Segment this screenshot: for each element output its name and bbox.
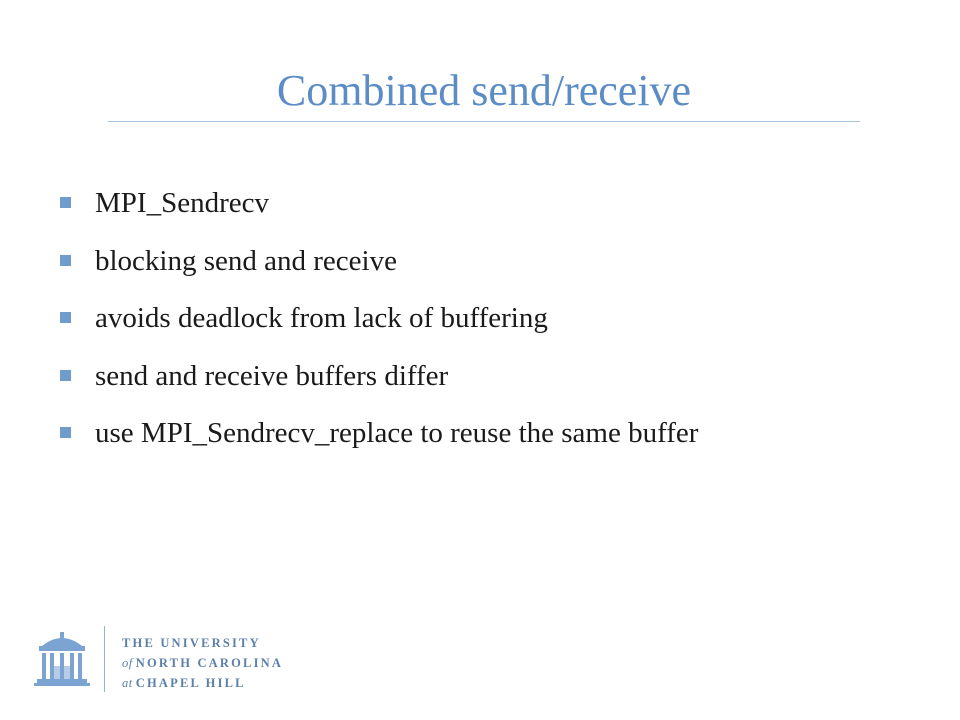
university-logo [34, 622, 294, 694]
logo-wordmark [122, 633, 283, 693]
title-divider [108, 121, 860, 122]
bullet-text: blocking send and receive [95, 244, 397, 277]
logo-line-3 [122, 673, 283, 693]
bullet-list [60, 175, 920, 463]
logo-line-2 [122, 653, 283, 673]
bullet-text: MPI_Sendrecv [95, 187, 269, 220]
logo-divider [104, 626, 105, 692]
bullet-square-icon [60, 370, 71, 381]
bullet-text: avoids deadlock from lack of buffering [95, 302, 548, 335]
bullet-item [60, 405, 920, 463]
bullet-item [60, 175, 920, 233]
bullet-item [60, 290, 920, 348]
bullet-square-icon [60, 197, 71, 208]
logo-text-university: THE UNIVERSITY [122, 636, 261, 650]
logo-text-of: of [122, 656, 133, 670]
slide-title: Combined send/receive [276, 66, 692, 115]
old-well-icon [34, 628, 90, 688]
logo-text-chapel-hill: CHAPEL HILL [135, 676, 246, 690]
logo-text-north-carolina: NORTH CAROLINA [135, 656, 284, 670]
bullet-item [60, 348, 920, 406]
bullet-square-icon [60, 312, 71, 323]
bullet-square-icon [60, 427, 71, 438]
bullet-square-icon [60, 255, 71, 266]
bullet-text: send and receive buffers differ [95, 359, 449, 392]
bullet-item [60, 233, 920, 291]
logo-line-1 [122, 633, 283, 653]
logo-text-at: at [122, 676, 133, 690]
bullet-text: use MPI_Sendrecv_replace to reuse the same buffer [95, 417, 699, 450]
